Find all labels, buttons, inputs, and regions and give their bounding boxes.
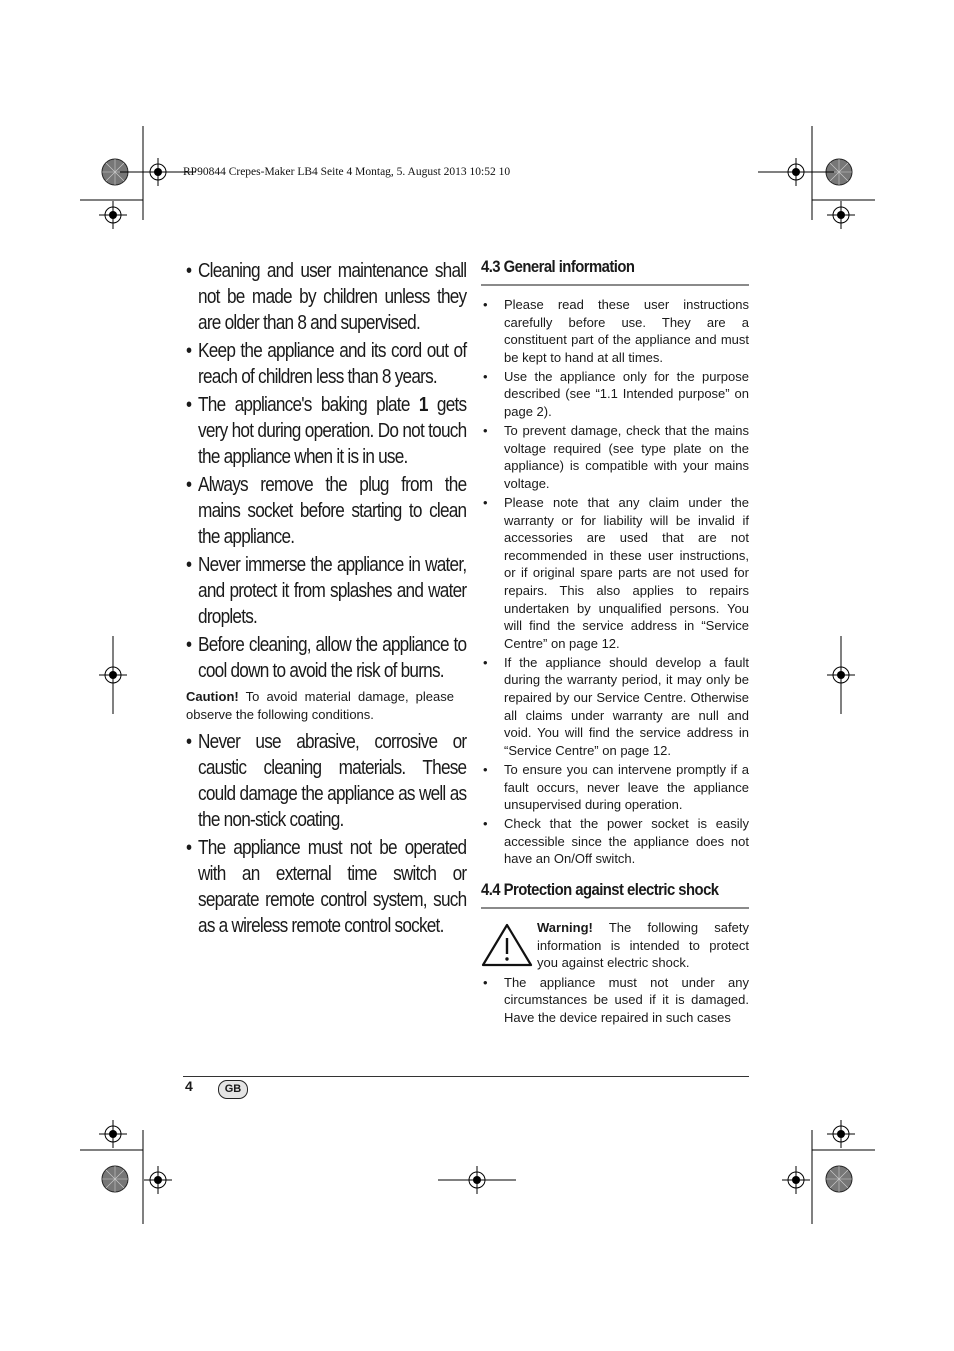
list-item: • Please read these user instructions carefully before use. They are a constituent part of the appliance and must be kept to hand at all times. — [481, 296, 749, 366]
general-info-list — [481, 296, 749, 868]
right-column — [481, 258, 749, 1028]
warning-triangle-icon — [481, 923, 533, 967]
caution-text: To avoid material damage, please observe the following conditions. — [186, 689, 454, 722]
list-item: • If the appliance should develop a fault during the warranty period, it may only be repaired by our Service Centre. Otherwise all claims under warranty are null and void. You will find the service address in “Service Centre” on page 12. — [481, 654, 749, 760]
part-number-ref: 1 — [418, 394, 428, 416]
caution-label: Caution! — [186, 689, 239, 704]
print-slug-line: RP90844 Crepes-Maker LB4 Seite 4 Montag, 5. August 2013 10:52 10 — [183, 166, 511, 178]
list-item: • To ensure you can intervene promptly if a fault occurs, never leave the appliance unsupervised during operation. — [481, 761, 749, 814]
list-item: • To prevent damage, check that the mains voltage required (see type plate on the appliance) is compatible with your mains voltage. — [481, 422, 749, 492]
page-number: 4 — [185, 1078, 193, 1094]
safety-list-cleaning — [186, 258, 467, 684]
list-item: • The appliance's baking plate 1 gets very hot during operation. Do not touch the appliance when it is in use. — [186, 392, 466, 470]
list-item: • Never use abrasive, corrosive or caustic cleaning materials. These could damage the appliance as well as the non-stick coating. — [186, 729, 466, 833]
electric-shock-list — [481, 974, 749, 1027]
list-item: • Use the appliance only for the purpose described (see “1.1 Intended purpose” on page 2). — [481, 368, 749, 421]
section-heading-electric-shock: 4.4 Protection against electric shock — [481, 881, 749, 909]
caution-note — [186, 688, 454, 723]
footer-rule — [183, 1076, 749, 1077]
list-item: • Check that the power socket is easily accessible since the appliance does not have an On/Off switch. — [481, 815, 749, 868]
list-item: • Keep the appliance and its cord out of reach of children less than 8 years. — [186, 338, 466, 390]
list-item: • Please note that any claim under the warranty or for liability will be invalid if accessories are used that are not recommended in these user instructions, or if original spare parts are not used for repairs. This also applies to repairs undertaken by unqualified persons. You will find the service address in “Service Centre” on page 12. — [481, 494, 749, 652]
left-column — [186, 258, 467, 941]
section-heading-general: 4.3 General information — [481, 258, 749, 286]
list-item: • The appliance must not under any circumstances be used if it is damaged. Have the device repaired in such cases — [481, 974, 749, 1027]
safety-list-materials — [186, 729, 467, 939]
list-item: • The appliance must not be operated with an external time switch or separate remote control system, such as a wireless remote control socket. — [186, 835, 466, 939]
list-item: • Cleaning and user maintenance shall not be made by children unless they are older than 8 and supervised. — [186, 258, 466, 336]
warning-text: Warning! The following safety information is intended to protect you against electric shock. — [537, 920, 749, 971]
list-item: • Never immerse the appliance in water, and protect it from splashes and water droplets. — [186, 552, 466, 630]
list-item: • Always remove the plug from the mains socket before starting to clean the appliance. — [186, 472, 466, 550]
warning-label: Warning! — [537, 920, 593, 935]
list-item: • Before cleaning, allow the appliance to cool down to avoid the risk of burns. — [186, 632, 466, 684]
warning-block — [481, 919, 749, 972]
language-badge: GB — [218, 1080, 248, 1099]
